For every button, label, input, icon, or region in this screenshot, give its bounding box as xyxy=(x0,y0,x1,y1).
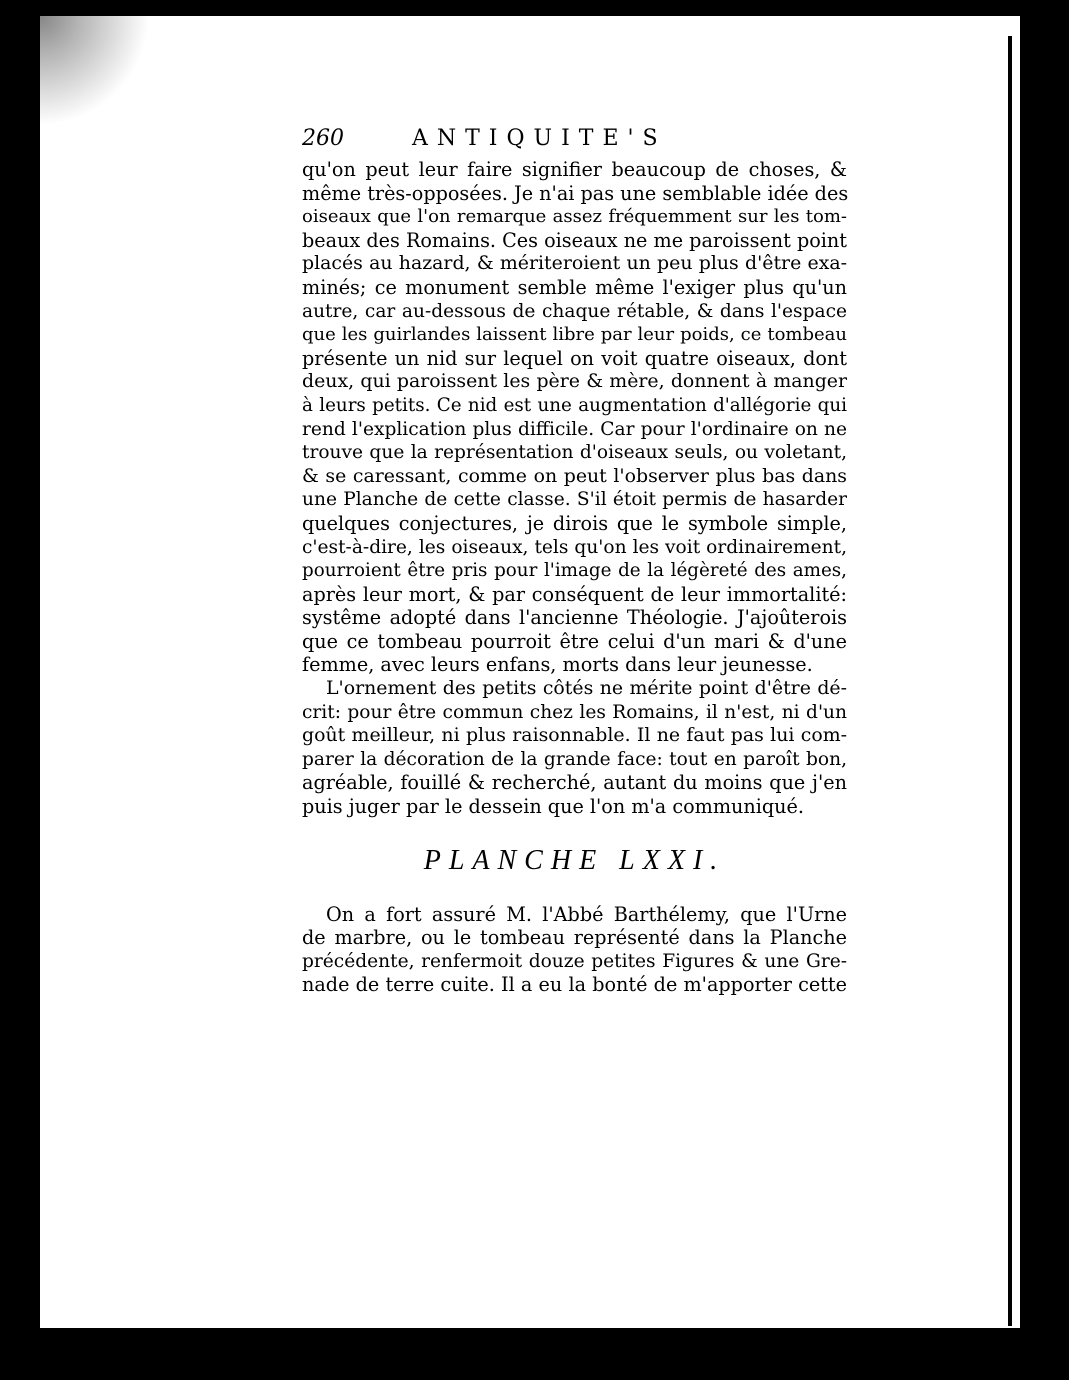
text-line: c'est-à-dire, les oiseaux, tels qu'on les voit ordinairement, xyxy=(302,536,847,558)
text-line: nade de terre cuite. Il a eu la bonté de m'apporter cette xyxy=(302,973,847,997)
text-line: & se caressant, comme on peut l'observer plus bas dans xyxy=(302,464,847,487)
text-line: femme, avec leurs enfans, morts dans leur jeunesse. xyxy=(302,653,813,677)
text-line: autre, car au-dessous de chaque rétable, & dans l'espace xyxy=(302,300,847,322)
text-line: rend l'explication plus difficile. Car pour l'ordinaire on ne xyxy=(302,418,847,440)
text-line: que ce tombeau pourroit être celui d'un mari & d'une xyxy=(302,629,847,653)
text-line: quelques conjectures, je dirois que le symbole simple, xyxy=(302,511,847,535)
page-text xyxy=(302,126,847,997)
text-line: oiseaux que l'on remarque assez fréquemment sur les tom- xyxy=(302,206,847,228)
text-line: même très-opposées. Je n'ai pas une semblable idée des xyxy=(302,181,849,205)
text-line: minés; ce monument semble même l'exiger plus qu'un xyxy=(302,275,847,299)
text-line: goût meilleur, ni plus raisonnable. Il ne faut pas lui com- xyxy=(302,724,847,747)
text-line: qu'on peut leur faire signifier beaucoup de choses, & xyxy=(302,158,847,181)
text-line: agréable, fouillé & recherché, autant du moins que j'en xyxy=(302,771,847,795)
text-line: pourroient être pris pour l'image de la légèreté des ames, xyxy=(302,560,847,582)
page-number: 260 xyxy=(302,126,344,151)
text-line: parer la décoration de la grande face: tout en paroît bon, xyxy=(302,748,847,770)
running-title: ANTIQUITE'S xyxy=(412,126,667,151)
text-line: précédente, renfermoit douze petites Figures & une Gre- xyxy=(302,950,847,972)
text-line: à leurs petits. Ce nid est une augmentation d'allégorie qui xyxy=(302,394,847,416)
page-edge xyxy=(1020,16,1030,1328)
section-heading: PLANCHE LXXI. xyxy=(423,844,726,876)
text-line: On a fort assuré M. l'Abbé Barthélemy, que l'Urne xyxy=(326,902,847,926)
text-line: une Planche de cette classe. S'il étoit permis de hasarder xyxy=(302,489,847,511)
scan-corner-shadow xyxy=(40,16,150,126)
text-line: après leur mort, & par conséquent de leur immortalité: xyxy=(302,582,847,606)
paragraph-3 xyxy=(302,903,847,997)
text-line: L'ornement des petits côtés ne mérite point d'être dé- xyxy=(326,677,847,700)
text-line: systême adopté dans l'ancienne Théologie. J'ajoûterois xyxy=(302,606,847,630)
text-line: présente un nid sur lequel on voit quatre oiseaux, dont xyxy=(302,346,847,370)
running-head xyxy=(302,126,847,156)
text-line: que les guirlandes laissent libre par leur poids, ce tombeau xyxy=(302,324,847,346)
page-edge-line xyxy=(1008,36,1012,1326)
paragraph-1 xyxy=(302,158,847,677)
text-line: trouve que la représentation d'oiseaux seuls, ou voletant, xyxy=(302,442,847,464)
text-line: placés au hazard, & mériteroient un peu plus d'être exa- xyxy=(302,252,847,275)
text-line: de marbre, ou le tombeau représenté dans la Planche xyxy=(302,926,847,950)
text-line: beaux des Romains. Ces oiseaux ne me paroissent point xyxy=(302,228,847,252)
text-line: deux, qui paroissent les père & mère, donnent à manger xyxy=(302,370,847,393)
text-line: crit: pour être commun chez les Romains, il n'est, ni d'un xyxy=(302,701,847,723)
paragraph-2 xyxy=(302,677,847,819)
text-line: puis juger par le dessein que l'on m'a communiqué. xyxy=(302,795,804,819)
